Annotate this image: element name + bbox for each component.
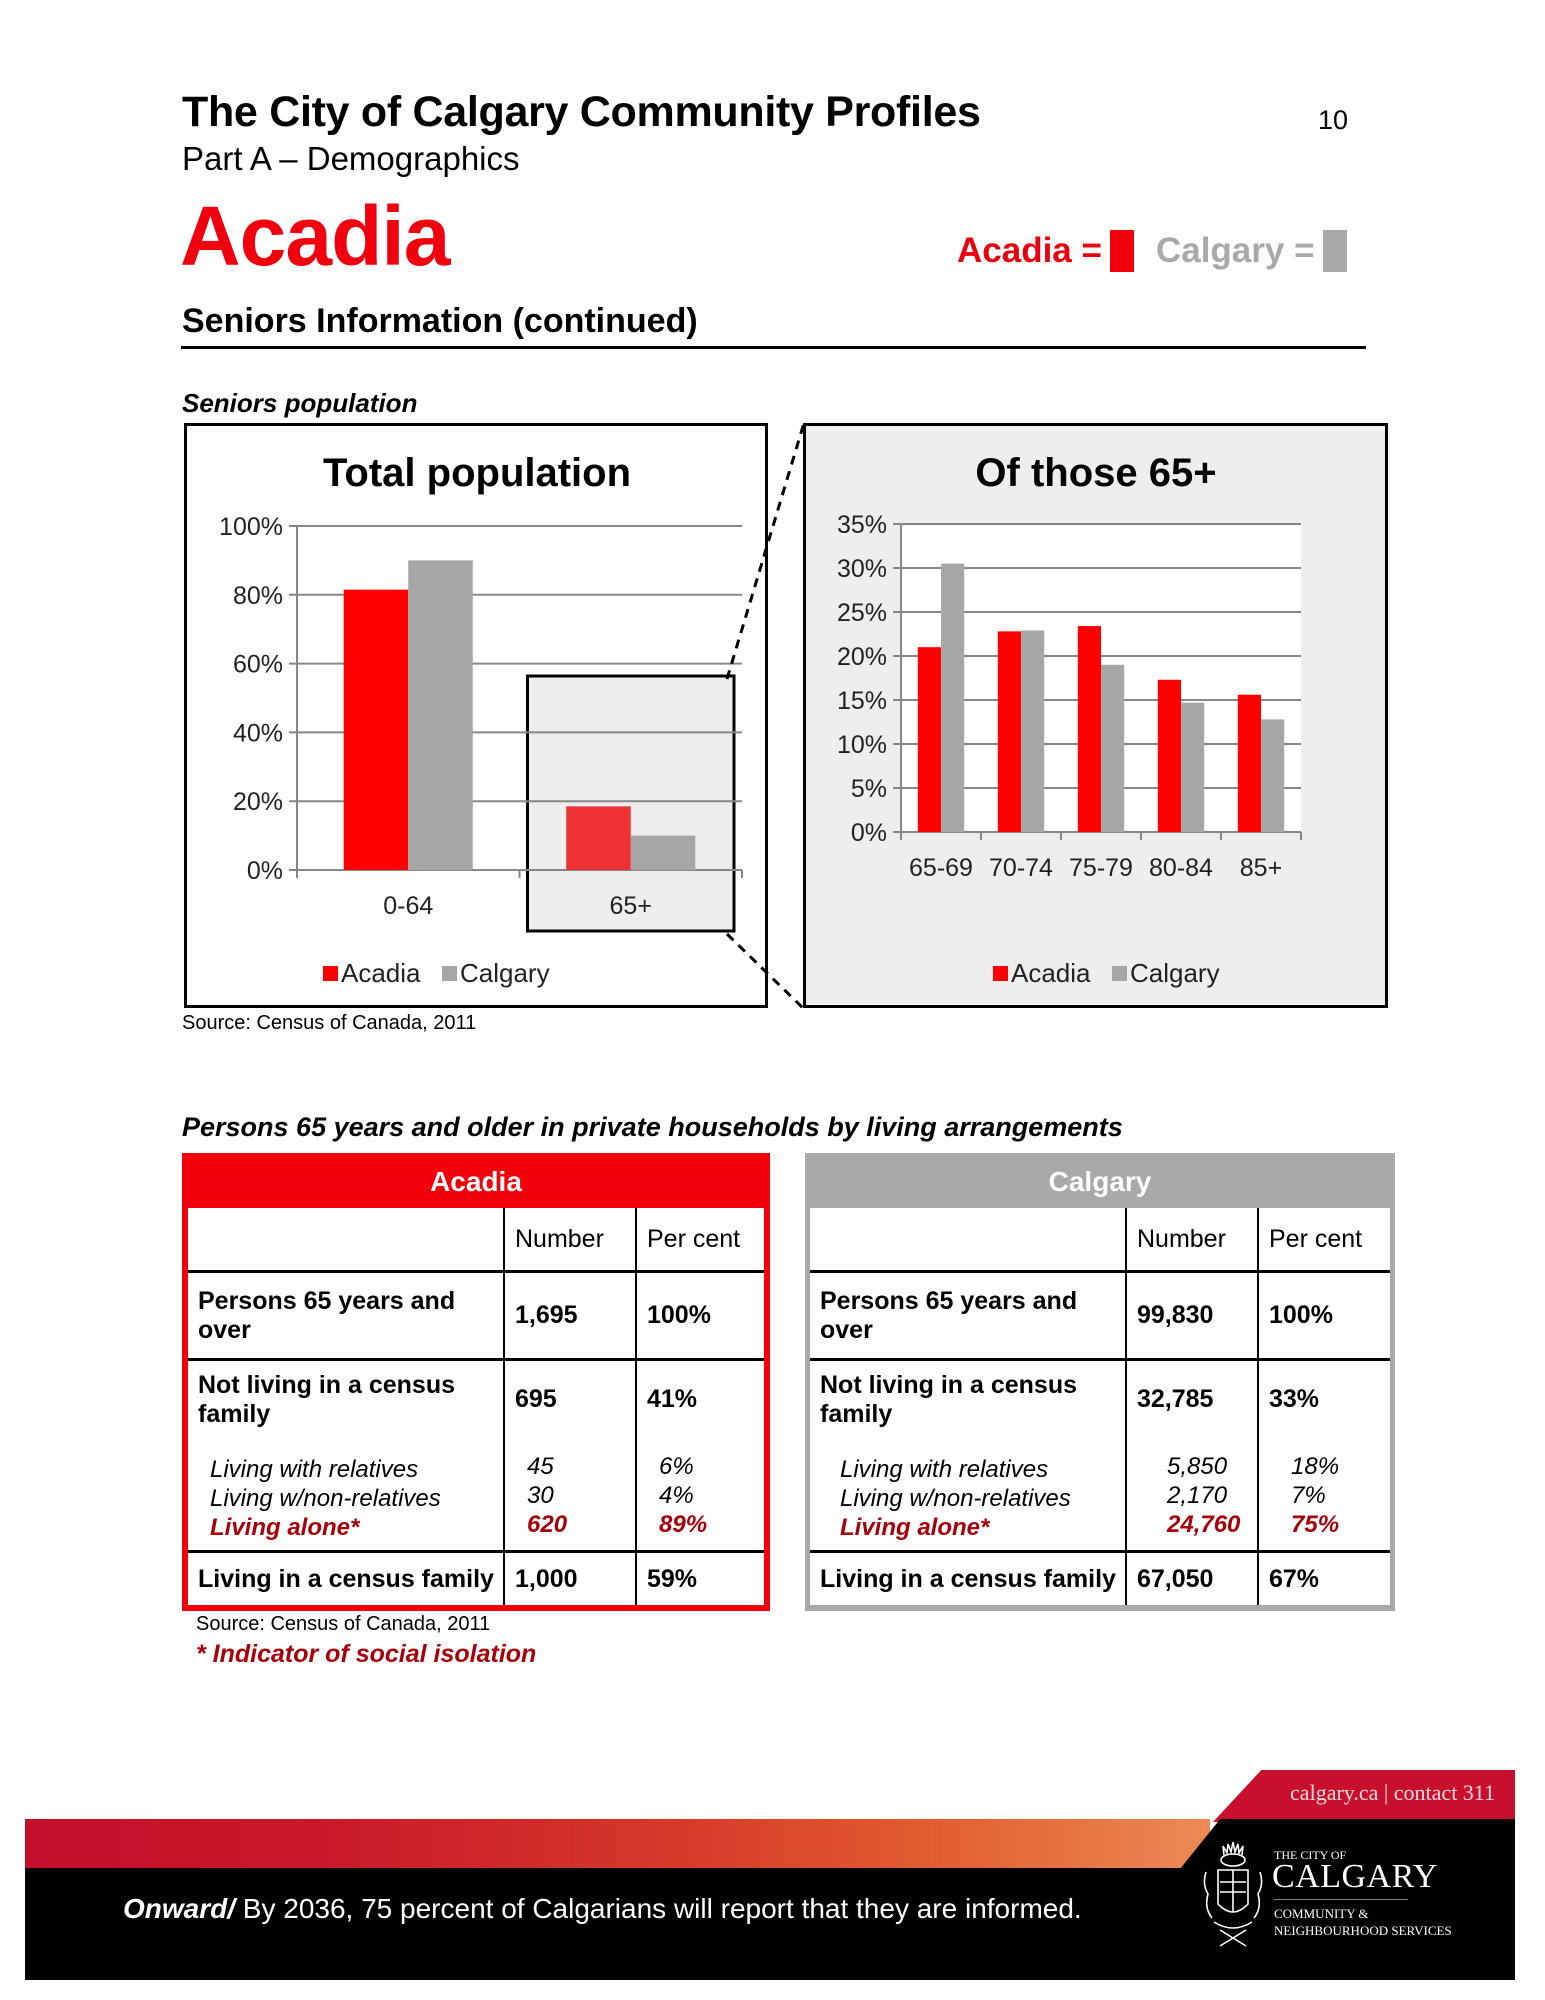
slogan-lead: Onward/ (123, 1893, 236, 1924)
sub-percent-living-alone: 75% (1291, 1511, 1340, 1538)
sub-number-with-relatives: 45 (527, 1453, 554, 1480)
legend-swatch-calgary (442, 966, 457, 981)
table-row-family (188, 1552, 764, 1606)
sub-percent-with-relatives: 18% (1291, 1453, 1340, 1480)
sub-label-living-alone: Living alone* (840, 1514, 990, 1541)
section-title: Seniors Information (continued) (182, 302, 698, 340)
legend-label-acadia: Acadia (341, 958, 421, 988)
table-header-row (810, 1208, 1390, 1272)
acadia-living-arrangements-table (182, 1153, 770, 1611)
row-percent: 41% (647, 1385, 698, 1413)
y-tick-label: 100% (219, 513, 283, 541)
header-percent: Per cent (636, 1208, 764, 1272)
row-label: Living in a census family (188, 1552, 504, 1606)
legend-calgary-label: Calgary = (1155, 231, 1315, 270)
x-tick-label: 65+ (609, 892, 652, 920)
sub-label-with-relatives: Living with relatives (210, 1456, 419, 1483)
row-percent-cell (1258, 1360, 1390, 1552)
sub-percent-with-relatives: 6% (659, 1453, 694, 1480)
bar-calgary-85+ (1261, 719, 1284, 832)
zoom-connector-bottom (727, 934, 804, 1009)
legend-acadia-label: Acadia = (957, 231, 1102, 270)
bar-acadia-65-69 (918, 647, 941, 832)
total-population-chart-svg (187, 426, 765, 1005)
table-header-row (188, 1208, 764, 1272)
bar-calgary-0-64 (408, 560, 473, 870)
table-row-family (810, 1552, 1390, 1606)
city-of-calgary-logo (1198, 1838, 1508, 1958)
sub-percent-non-relatives: 7% (1291, 1482, 1326, 1509)
bar-calgary-80-84 (1181, 703, 1204, 832)
row-percent-cell (636, 1360, 764, 1552)
legend-label-calgary: Calgary (460, 958, 550, 988)
x-tick-label: 85+ (1239, 854, 1283, 882)
sub-percent-non-relatives: 4% (659, 1482, 694, 1509)
zoom-connector (720, 420, 810, 1020)
bar-calgary-75-79 (1101, 665, 1124, 832)
row-number-cell (504, 1360, 636, 1552)
header-blank (188, 1208, 504, 1272)
legend-label-calgary: Calgary (1130, 958, 1220, 988)
sub-percent-living-alone: 89% (659, 1511, 708, 1538)
sub-number-non-relatives: 30 (527, 1482, 554, 1509)
charts-heading: Seniors population (182, 388, 418, 418)
community-name: Acadia (180, 189, 450, 283)
x-tick-label: 70-74 (989, 854, 1053, 882)
legend-swatch-acadia (323, 966, 338, 981)
x-tick-label: 75-79 (1069, 854, 1133, 882)
legend-label-acadia: Acadia (1011, 958, 1091, 988)
row-label: Persons 65 years and over (810, 1272, 1126, 1360)
table-title: Calgary (1048, 1166, 1152, 1197)
chart-source-note: Source: Census of Canada, 2011 (182, 1012, 477, 1034)
bar-acadia-85+ (1238, 695, 1261, 832)
y-tick-label: 60% (232, 650, 283, 679)
row-label: Not living in a census family (820, 1371, 1077, 1428)
table-row-not-family (188, 1360, 764, 1552)
row-number-cell (1126, 1360, 1258, 1552)
row-percent: 100% (636, 1272, 764, 1360)
y-tick-label: 35% (836, 511, 887, 539)
legend-swatch-calgary (1112, 966, 1127, 981)
social-isolation-footnote: * Indicator of social isolation (196, 1640, 537, 1668)
y-tick-label: 15% (836, 687, 887, 715)
sub-label-non-relatives: Living w/non-relatives (840, 1485, 1071, 1512)
logo-line-3: COMMUNITY & (1274, 1906, 1369, 1921)
x-tick-label: 65-69 (909, 854, 973, 882)
row-percent: 100% (1258, 1272, 1390, 1360)
chart-title: Of those 65+ (975, 451, 1217, 495)
bar-calgary-65+ (631, 836, 696, 870)
slogan-text: By 2036, 75 percent of Calgarians will report that they are informed. (235, 1893, 1082, 1924)
row-number: 99,830 (1126, 1272, 1258, 1360)
bar-acadia-0-64 (344, 590, 409, 870)
bar-acadia-80-84 (1158, 680, 1181, 832)
y-tick-label: 5% (850, 775, 887, 803)
row-label: Living in a census family (810, 1552, 1126, 1606)
page-number: 10 (1318, 105, 1349, 135)
section-divider (181, 346, 1366, 349)
seniors-age-chart (803, 423, 1388, 1008)
y-tick-label: 40% (232, 719, 283, 748)
logo-divider (1274, 1899, 1408, 1900)
logo-line-1: THE CITY OF (1274, 1848, 1347, 1862)
row-percent: 67% (1269, 1564, 1320, 1593)
header-blank (810, 1208, 1126, 1272)
bar-acadia-70-74 (998, 631, 1021, 832)
y-tick-label: 80% (232, 581, 283, 610)
table-row-not-family (810, 1360, 1390, 1552)
header-percent: Per cent (1258, 1208, 1390, 1272)
y-tick-label: 10% (836, 731, 887, 759)
sub-label-with-relatives: Living with relatives (840, 1456, 1049, 1483)
y-tick-label: 20% (232, 788, 283, 817)
city-crest-icon (1198, 1838, 1268, 1953)
footer-slogan (123, 1893, 1082, 1925)
legend-acadia-swatch (1110, 230, 1134, 272)
bar-calgary-70-74 (1021, 630, 1044, 832)
row-number: 1,695 (504, 1272, 636, 1360)
sub-number-living-alone: 24,760 (1167, 1511, 1241, 1538)
total-population-chart (184, 423, 768, 1008)
x-tick-label: 80-84 (1149, 854, 1213, 882)
y-tick-label: 25% (836, 599, 887, 627)
x-tick-label: 0-64 (383, 892, 434, 920)
y-tick-label: 30% (836, 555, 887, 583)
row-number: 1,000 (504, 1552, 636, 1606)
row-number: 32,785 (1137, 1385, 1214, 1413)
document-title: The City of Calgary Community Profiles (182, 88, 981, 136)
legend-swatch-acadia (993, 966, 1008, 981)
bar-acadia-75-79 (1078, 626, 1101, 832)
bar-acadia-65+ (566, 806, 631, 870)
row-number: 67,050 (1126, 1552, 1258, 1606)
tables-heading: Persons 65 years and older in private households by living arrangements (182, 1112, 1123, 1142)
row-label-cell (188, 1360, 504, 1552)
row-label: Not living in a census family (198, 1371, 455, 1428)
table-row-total (188, 1272, 764, 1360)
table-row-total (810, 1272, 1390, 1360)
sub-number-with-relatives: 5,850 (1167, 1453, 1228, 1480)
y-tick-label: 0% (850, 819, 887, 847)
row-label-cell (810, 1360, 1126, 1552)
sub-number-non-relatives: 2,170 (1167, 1482, 1228, 1509)
y-tick-label: 0% (246, 857, 283, 885)
sub-label-living-alone: Living alone* (210, 1514, 360, 1541)
table-title: Acadia (430, 1166, 522, 1197)
header-number: Number (504, 1208, 636, 1272)
calgary-living-arrangements-table (805, 1153, 1395, 1611)
chart-title: Total population (322, 451, 632, 495)
document-subtitle: Part A – Demographics (182, 140, 520, 177)
zoom-connector-top (727, 423, 804, 679)
row-percent: 33% (1269, 1385, 1320, 1413)
color-legend (957, 230, 1347, 272)
logo-line-2: CALGARY (1272, 1858, 1438, 1895)
bar-calgary-65-69 (941, 564, 964, 832)
header-number: Number (1126, 1208, 1258, 1272)
logo-line-3-4 (1274, 1905, 1452, 1939)
table-source-note: Source: Census of Canada, 2011 (196, 1613, 491, 1635)
row-percent: 59% (647, 1564, 698, 1593)
legend-calgary-swatch (1323, 230, 1347, 272)
footer-gradient-band (25, 1819, 1210, 1869)
logo-line-4: NEIGHBOURHOOD SERVICES (1274, 1923, 1452, 1938)
y-tick-label: 20% (836, 643, 887, 671)
row-number: 695 (515, 1385, 557, 1413)
seniors-age-chart-svg (806, 426, 1385, 1005)
row-label: Persons 65 years and over (188, 1272, 504, 1360)
sub-number-living-alone: 620 (527, 1511, 568, 1538)
footer-contact-link[interactable]: calgary.ca | contact 311 (1290, 1780, 1495, 1805)
sub-label-non-relatives: Living w/non-relatives (210, 1485, 441, 1512)
